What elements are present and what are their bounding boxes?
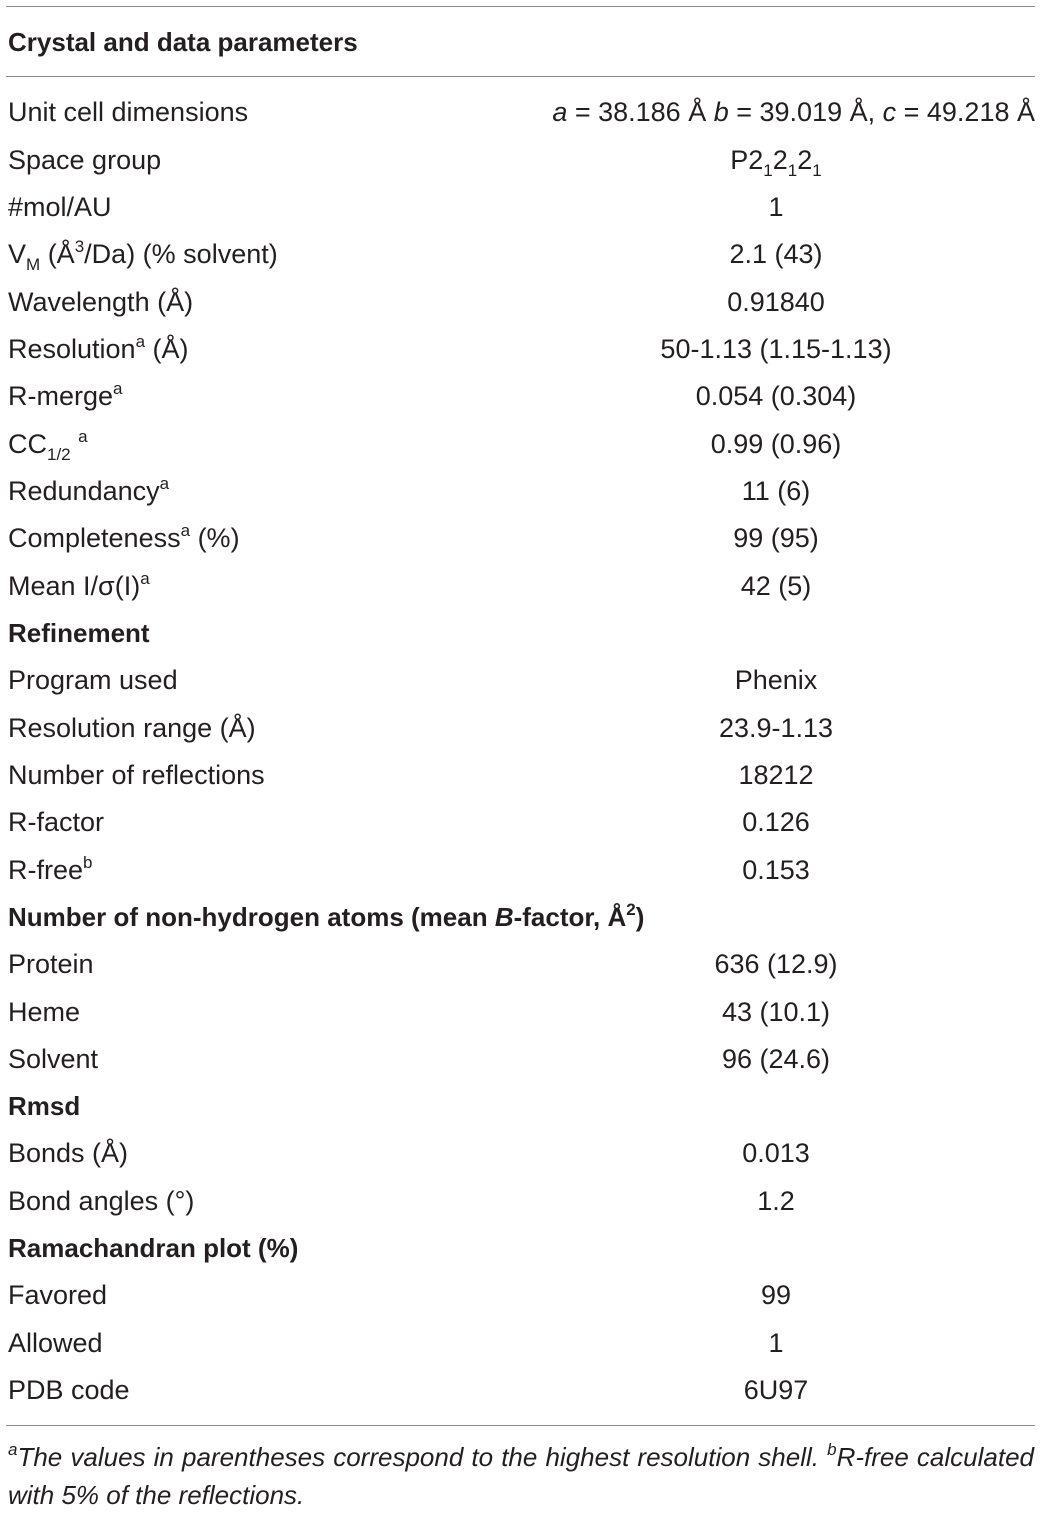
table-row: [0, 850, 1041, 890]
row-value: 42 (5): [740, 571, 812, 601]
header-rule: [6, 76, 1035, 77]
row-value: 0.91840: [727, 287, 825, 317]
row-value: 0.99 (0.96): [710, 429, 842, 459]
section-heading-refinement: Refinement: [8, 618, 150, 648]
row-label: Heme: [8, 997, 81, 1027]
table-row: [0, 518, 1041, 558]
table-row: [0, 140, 1041, 180]
row-label: Space group: [8, 145, 162, 175]
table-row: [0, 755, 1041, 795]
table-row: [0, 1133, 1041, 1173]
row-label: R-merge$^a$: [8, 379, 123, 411]
section-heading-crystal: Crystal and data parameters: [8, 27, 358, 57]
section-heading-atoms: Number of non-hydrogen atoms (mean B-factor, $Å^2$): [8, 900, 645, 932]
row-label: Bond angles (°): [8, 1186, 195, 1216]
row-label: Protein: [8, 949, 94, 979]
row-label: $CC_{1/2}$ $^a$: [8, 427, 88, 464]
row-value: 6U97: [743, 1375, 809, 1405]
row-label: #mol/AU: [8, 192, 112, 222]
table-row: [0, 471, 1041, 511]
row-value: 50-1.13 (1.15-1.13): [660, 334, 892, 364]
row-value: 99: [760, 1280, 792, 1310]
table-row: [0, 992, 1041, 1032]
table-row: [0, 708, 1041, 748]
row-value: 96 (24.6): [721, 1044, 831, 1074]
row-label: Allowed: [8, 1328, 103, 1358]
row-value: 1: [768, 1328, 784, 1358]
row-value: Phenix: [734, 665, 818, 695]
row-label: Mean $I/\sigma(I)^a$: [8, 569, 150, 601]
row-value: 43 (10.1): [721, 997, 831, 1027]
row-value: 0.153: [742, 855, 810, 885]
row-label: Number of reflections: [8, 760, 265, 790]
table-row: [0, 282, 1041, 322]
table-row: [0, 1181, 1041, 1221]
row-value: $P2_12_12_1$: [730, 145, 822, 180]
table-footnote: $^a$The values in parentheses correspond to the highest resolution shell. $^b$R-free calculated with 5% of the reflections.: [8, 1440, 1034, 1510]
top-rule: [6, 6, 1035, 7]
section-heading-rmsd: Rmsd: [8, 1091, 81, 1121]
row-value: 0.054 (0.304): [695, 381, 857, 411]
bottom-rule: [6, 1425, 1035, 1426]
row-value: 18212: [738, 760, 814, 790]
table-row: [0, 376, 1041, 416]
row-label: R-free$^b$: [8, 853, 93, 885]
table-row: [0, 1275, 1041, 1315]
row-value: a = 38.186 Å b = 39.019 Å, c = 49.218 Å: [552, 97, 1035, 127]
table-row: [0, 802, 1041, 842]
row-label: Resolution$^a$ (Å): [8, 332, 189, 364]
row-value: 1: [768, 192, 784, 222]
row-label: R-factor: [8, 807, 105, 837]
row-value: 99 (95): [733, 523, 819, 553]
table-row: [0, 566, 1041, 606]
row-label: Redundancy$^a$: [8, 474, 170, 506]
row-label: Favored: [8, 1280, 108, 1310]
row-value: 636 (12.9): [714, 949, 838, 979]
row-value: 0.013: [742, 1138, 810, 1168]
table-row: [0, 92, 1041, 132]
section-heading-ramachandran: Ramachandran plot (%): [8, 1233, 299, 1263]
row-label: Solvent: [8, 1044, 99, 1074]
row-label: Resolution range (Å): [8, 713, 256, 743]
table-row: [0, 187, 1041, 227]
row-label: PDB code: [8, 1375, 130, 1405]
row-label: Unit cell dimensions: [8, 97, 249, 127]
row-label: Bonds (Å): [8, 1138, 129, 1168]
row-label: Completeness$^a$ (%): [8, 521, 240, 553]
row-value: 11 (6): [741, 476, 811, 506]
row-label: $V_M$ $(Å^3/Da)$ (% solvent): [8, 237, 278, 274]
row-label: Wavelength (Å): [8, 287, 194, 317]
row-label: Program used: [8, 665, 178, 695]
row-value: 0.126: [742, 807, 810, 837]
table-row: [0, 329, 1041, 369]
row-value: 1.2: [757, 1186, 795, 1216]
row-value: 2.1 (43): [729, 239, 823, 269]
table-row: [0, 1370, 1041, 1410]
row-value: 23.9-1.13: [718, 713, 834, 743]
table-row: [0, 944, 1041, 984]
table-row: [0, 1323, 1041, 1363]
table-row: [0, 1039, 1041, 1079]
table-row: [0, 660, 1041, 700]
table-row: [0, 234, 1041, 274]
table-row: [0, 424, 1041, 464]
